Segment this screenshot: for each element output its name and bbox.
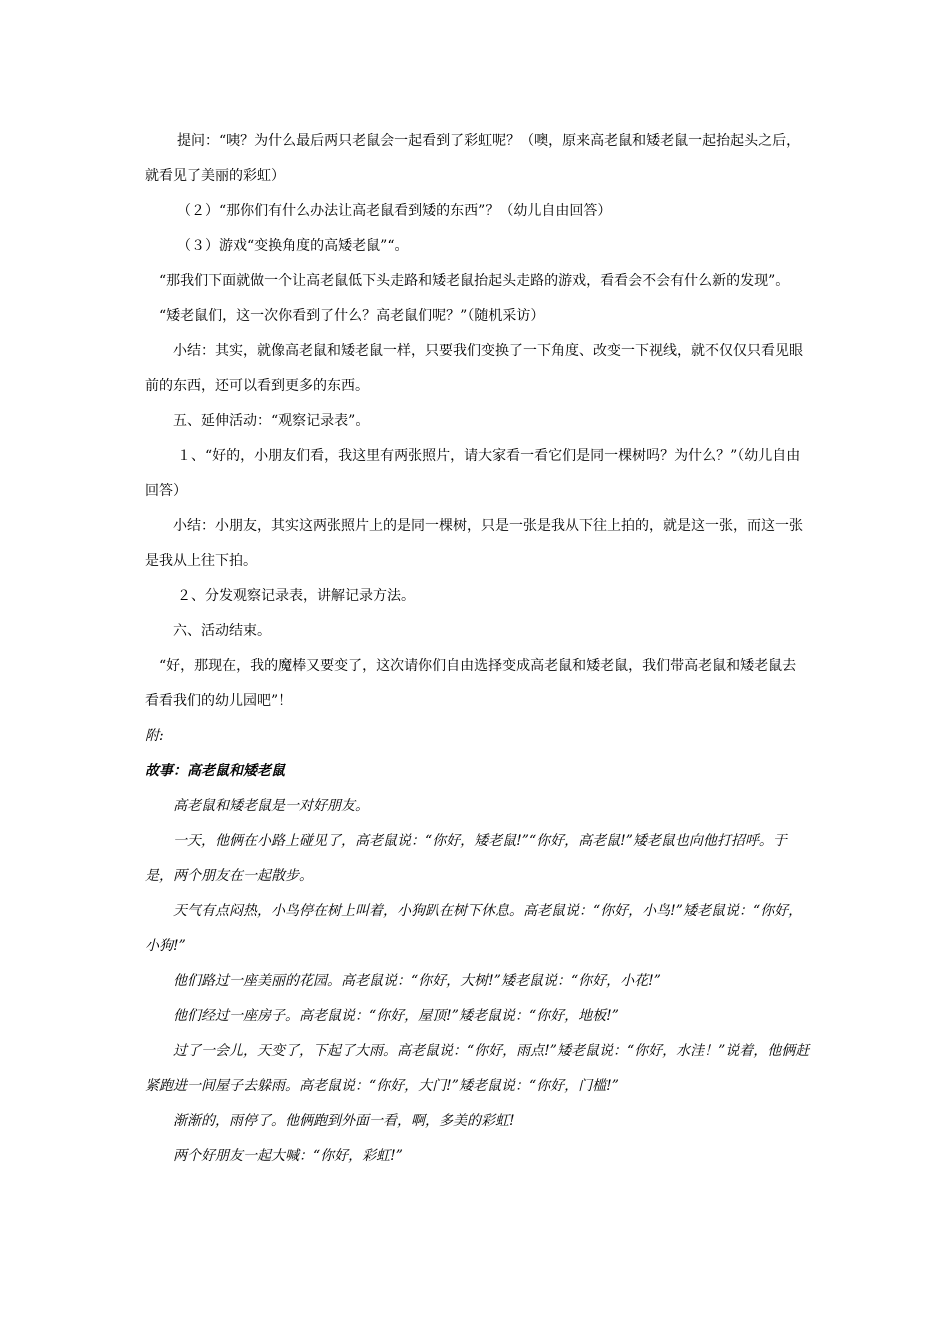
story-paragraph: 他们路过一座美丽的花园。高老鼠说：“你好，大树!”矮老鼠说：“你好，小花!”	[173, 973, 661, 989]
document-body	[145, 124, 810, 1174]
paragraph-summary-1: 小结：其实，就像高老鼠和矮老鼠一样，只要我们变换了一下角度、改变一下视线，就不仅仅只看见眼前的东西，还可以看到更多的东西。	[145, 343, 803, 394]
story-paragraph: 两个好朋友一起大喊：“你好，彩虹!”	[173, 1148, 403, 1164]
paragraph-step-3: （３）游戏“变换角度的高矮老鼠”“。	[177, 238, 409, 254]
paragraph-photos: １、“好的，小朋友们看，我这里有两张照片，请大家看一看它们是同一棵树吗？为什么？”（幼儿自由回答）	[145, 448, 801, 499]
paragraph-question: 提问：“咦？为什么最后两只老鼠会一起看到了彩虹呢？（噢，原来高老鼠和矮老鼠一起抬起头之后，就看见了美丽的彩虹）	[145, 133, 801, 184]
story-paragraph: 一天，他俩在小路上碰见了，高老鼠说：“你好，矮老鼠!”“你好，高老鼠!”矮老鼠也向他打招呼。于是，两个朋友在一起散步。	[145, 833, 787, 884]
story-paragraph: 渐渐的，雨停了。他俩跑到外面一看，啊，多美的彩虹!	[173, 1113, 515, 1129]
paragraph-interview: “矮老鼠们，这一次你看到了什么？高老鼠们呢？”（随机采访）	[159, 308, 545, 324]
paragraph-step-2: （２）“那你们有什么办法让高老鼠看到矮的东西”？（幼儿自由回答）	[177, 203, 612, 219]
story-paragraph: 高老鼠和矮老鼠是一对好朋友。	[173, 798, 369, 814]
section-heading-end: 六、活动结束。	[173, 623, 271, 639]
paragraph-closing: “好，那现在，我的魔棒又要变了，这次请你们自由选择变成高老鼠和矮老鼠，我们带高老鼠和矮老鼠去看看我们的幼儿园吧”！	[145, 658, 797, 709]
appendix-label: 附:	[145, 728, 164, 744]
story-paragraph: 他们经过一座房子。高老鼠说：“你好，屋顶!”矮老鼠说：“你好，地板!”	[173, 1008, 619, 1024]
story-paragraph: 过了一会儿，天变了，下起了大雨。高老鼠说：“你好，雨点!”矮老鼠说：“你好，水洼！”说着，他俩赶紧跑进一间屋子去躲雨。高老鼠说：“你好，大门!”矮老鼠说：“你好，门槛!”	[145, 1043, 810, 1094]
section-heading-extension: 五、延伸活动：“观察记录表”。	[173, 413, 370, 429]
story-paragraph: 天气有点闷热，小鸟停在树上叫着，小狗趴在树下休息。高老鼠说：“你好，小鸟!”矮老鼠说：“你好，小狗!”	[145, 903, 803, 954]
paragraph-summary-2: 小结：小朋友，其实这两张照片上的是同一棵树，只是一张是我从下往上拍的，就是这一张，而这一张是我从上往下拍。	[145, 518, 803, 569]
paragraph-record-sheet: ２、分发观察记录表，讲解记录方法。	[177, 588, 415, 604]
paragraph-game-intro: “那我们下面就做一个让高老鼠低下头走路和矮老鼠抬起头走路的游戏，看看会不会有什么新的发现”。	[159, 273, 790, 289]
story-title: 故事：高老鼠和矮老鼠	[145, 763, 285, 779]
